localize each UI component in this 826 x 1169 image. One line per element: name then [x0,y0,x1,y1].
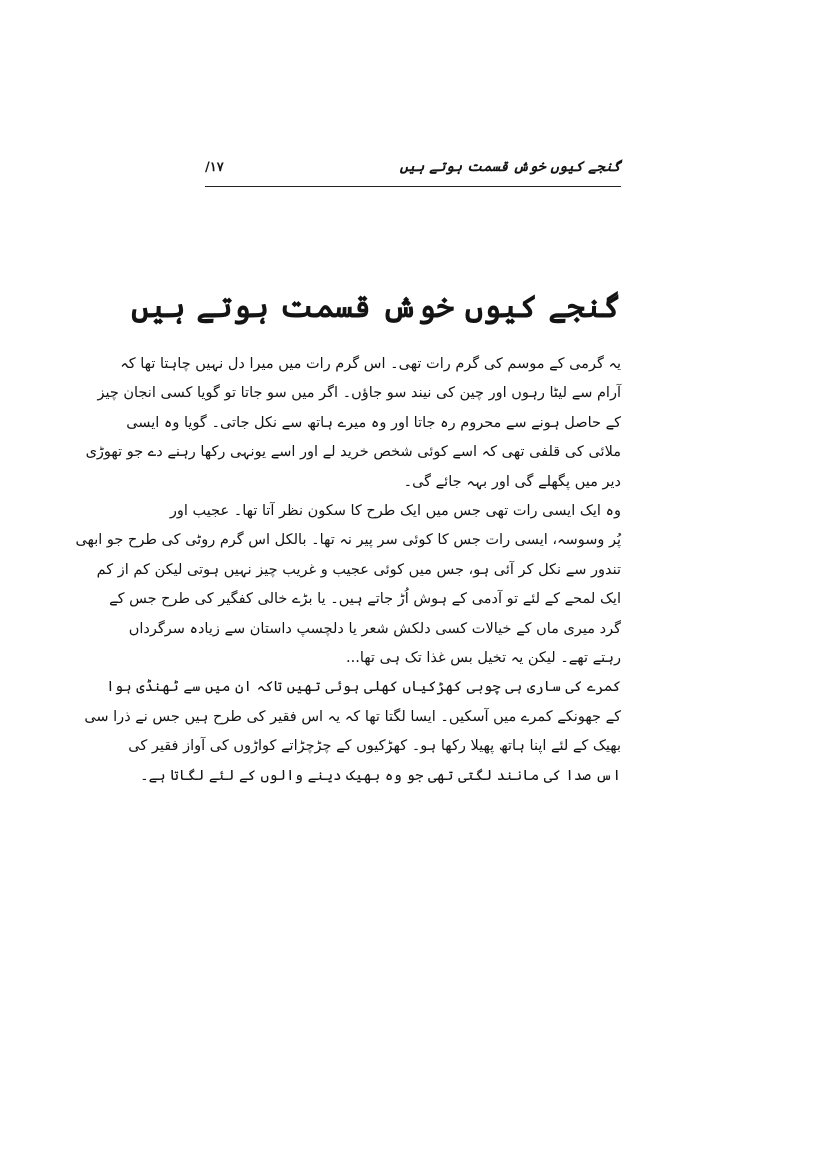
text-line: وہ ایک ایسی رات تھی جس میں ایک طرح کا سکون نظر آتا تھا۔ عجیب اور [169,503,621,520]
running-header [205,156,621,187]
text-line: ایک لمحے کے لئے تو آدمی کے ہوش اُڑ جاتے ہیں۔ یا بڑے خالی کفگیر کی طرح جس کے [109,591,621,608]
body-text [75,350,621,791]
text-line: رہتے تھے۔ لیکن یہ تخیل بس غذا تک ہی تھا... [346,650,621,667]
chapter-title: گنجے کیوں خوش قسمت ہوتے ہیں [131,289,621,325]
text-line: تندور سے نکل کر آئی ہو، جس میں کوئی عجیب و غریب چیز نہیں ہوتی لیکن کم از کم [96,561,621,578]
text-line: دیر میں پگھلے گی اور بہہ جائے گی۔ [403,473,621,490]
text-line: کے حاصل ہونے سے محروم رہ جاتا اور وہ میرے ہاتھ سے نکل جاتی۔ گویا وہ ایسی [126,414,621,431]
paragraph-1 [85,350,621,497]
paragraph-2 [75,497,621,673]
text-line: گرد میری ماں کے خیالات کسی دلکش شعر یا دلچسپ داستان سے زیادہ سرگرداں [128,620,621,637]
text-line: کے جھونکے کمرے میں آسکیں۔ ایسا لگتا تھا کہ یہ اس فقیر کی طرح ہیں جس نے ذرا سی [84,708,621,725]
paragraph-3 [84,673,621,791]
running-header-title: گنجے کیوں خوش قسمت ہوتے ہیں [399,159,621,175]
text-line: آرام سے لیٹا رہوں اور چین کی نیند سو جاؤں۔ اگر میں سو جاتا تو گویا کسی انجان چیز [97,385,621,402]
text-line: اس صدا کی مانند لگتی تھی جو وہ بھیک دینے والوں کے لئے لگاتا ہے۔ [140,767,621,784]
text-line: بھیک کے لئے اپنا ہاتھ پھیلا رکھا ہو۔ کھڑکیوں کے چڑچڑاتے کواڑوں کی آواز فقیر کی [128,738,621,755]
text-line: پُر وسوسہ، ایسی رات جس کا کوئی سر پیر نہ تھا۔ بالکل اس گرم روٹی کی طرح جو ابھی [75,532,621,549]
text-line: یہ گرمی کے موسم کی گرم رات تھی۔ اس گرم رات میں میرا دل نہیں چاہتا تھا کہ [120,356,621,372]
text-line: ملائی کی قلفی تھی کہ اسے کوئی شخص خرید لے اور اسے یونہی رکھا رہنے دے جو تھوڑی [85,444,621,461]
text-line: کمرے کی ساری ہی چوبی کھڑکیاں کھلی ہوئی تھیں تاکہ ان میں سے ٹھنڈی ہوا [106,679,621,696]
page-number: ۱۷/ [205,160,224,175]
